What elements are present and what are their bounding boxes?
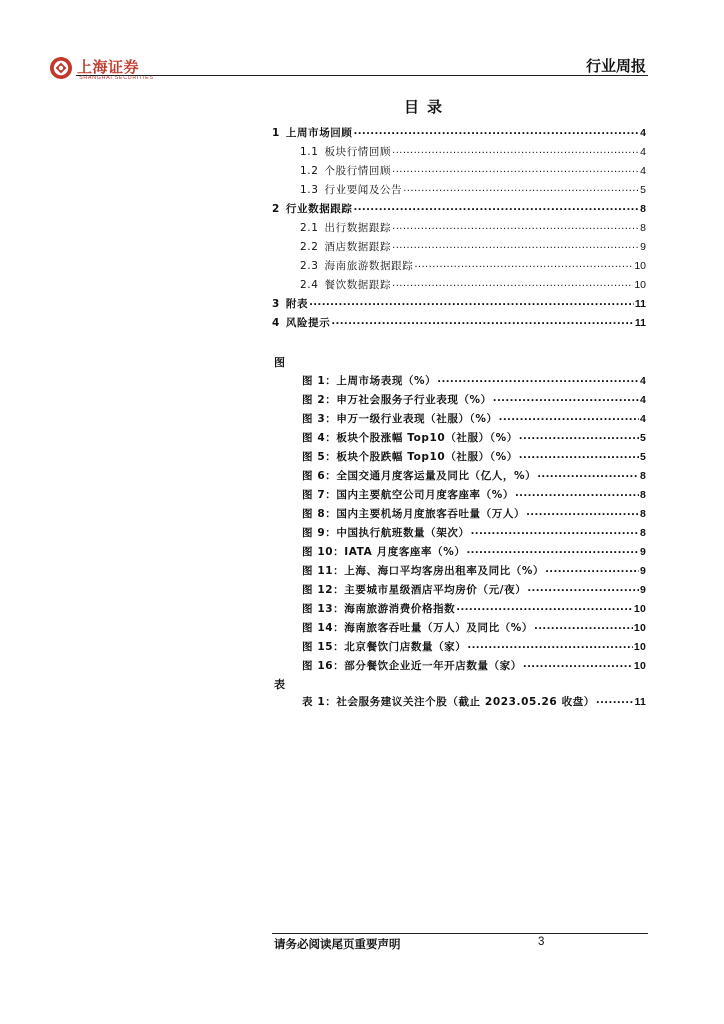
toc-entry-number: 2.1 xyxy=(300,222,319,234)
toc-entry-text: 风险提示 xyxy=(285,317,331,329)
toc-entry-text: 板块行情回顾 xyxy=(324,146,392,158)
dot-leader xyxy=(456,601,633,613)
dot-leader xyxy=(354,201,640,213)
toc-entry[interactable] xyxy=(272,658,646,677)
dot-leader xyxy=(537,468,639,480)
toc-entry-label: 图 6：全国交通月度客运量及同比（亿人，%） xyxy=(302,470,537,482)
dot-leader xyxy=(523,658,633,670)
toc-entry-number: 1 xyxy=(272,127,280,139)
toc-entry-text: 行业要闻及公告 xyxy=(324,184,403,196)
toc-entry[interactable] xyxy=(272,144,646,163)
dot-leader xyxy=(519,449,639,461)
toc-entry-label xyxy=(300,182,402,197)
dot-leader xyxy=(392,220,639,232)
tables-heading: 表 xyxy=(274,678,285,691)
toc-entry[interactable] xyxy=(272,182,646,201)
toc-entry-number: 2 xyxy=(272,203,280,215)
dot-leader xyxy=(526,506,639,518)
toc-entry-page: 5 xyxy=(640,184,646,196)
toc-entry-number: 1.2 xyxy=(300,165,319,177)
toc-entry-text: 餐饮数据跟踪 xyxy=(324,279,392,291)
toc-entry-label: 图 9：中国执行航班数量（架次） xyxy=(302,527,470,539)
toc-entry-page: 10 xyxy=(634,279,646,291)
toc-entry-page: 5 xyxy=(639,451,646,463)
toc-entry-page: 10 xyxy=(633,603,646,615)
toc-entry[interactable] xyxy=(272,506,646,525)
toc-entry-text: 附表 xyxy=(285,298,309,310)
dot-leader xyxy=(354,125,640,137)
toc-entry-page: 4 xyxy=(640,165,646,177)
table-of-contents xyxy=(272,125,646,334)
toc-entry[interactable] xyxy=(272,392,646,411)
toc-entry-text: 行业数据跟踪 xyxy=(285,203,353,215)
toc-entry-label: 图 14：海南旅客吞吐量（万人）及同比（%） xyxy=(302,622,533,634)
toc-entry-page: 4 xyxy=(640,127,646,139)
toc-entry-label xyxy=(272,125,353,140)
toc-entry[interactable] xyxy=(272,620,646,639)
toc-entry[interactable] xyxy=(272,525,646,544)
logo-name-cn: 上海证券 xyxy=(77,58,140,76)
toc-entry-page: 9 xyxy=(639,565,646,577)
toc-entry-label: 图 13：海南旅游消费价格指数 xyxy=(302,603,456,615)
toc-entry-page: 10 xyxy=(634,260,646,272)
dot-leader xyxy=(467,639,633,651)
figures-heading: 图 xyxy=(274,356,285,369)
toc-entry[interactable] xyxy=(272,373,646,392)
toc-title: 目录 xyxy=(403,98,450,116)
toc-entry-number: 1.1 xyxy=(300,146,319,158)
toc-entry[interactable] xyxy=(272,163,646,182)
toc-entry-number: 2.3 xyxy=(300,260,319,272)
toc-entry-label: 图 1：上周市场表现（%） xyxy=(302,375,437,387)
dot-leader xyxy=(493,392,639,404)
toc-entry[interactable] xyxy=(272,258,646,277)
toc-entry-page: 9 xyxy=(639,584,646,596)
toc-entry-number: 3 xyxy=(272,298,280,310)
dot-leader xyxy=(392,239,639,251)
report-type-title: 行业周报 xyxy=(585,57,646,75)
logo-name-en: SHANGHAI SECURITIES xyxy=(79,75,154,81)
toc-entry-number: 4 xyxy=(272,317,280,329)
toc-entry-text: 海南旅游数据跟踪 xyxy=(324,260,414,272)
toc-entry-page: 4 xyxy=(639,375,646,387)
toc-entry-page: 8 xyxy=(639,470,646,482)
toc-entry[interactable] xyxy=(272,125,646,144)
page-number: 3 xyxy=(538,936,545,948)
toc-entry-page: 10 xyxy=(633,641,646,653)
toc-entry-number: 2.2 xyxy=(300,241,319,253)
toc-entry-label xyxy=(300,163,391,178)
toc-entry-text: 酒店数据跟踪 xyxy=(324,241,392,253)
toc-entry[interactable] xyxy=(272,601,646,620)
toc-entry-number: 1.3 xyxy=(300,184,319,196)
toc-entry-label xyxy=(272,201,353,216)
dot-leader xyxy=(331,315,634,327)
toc-entry-label xyxy=(300,258,413,273)
toc-entry-label: 图 3：申万一级行业表现（社服）（%） xyxy=(302,413,498,425)
toc-entry-page: 4 xyxy=(639,394,646,406)
toc-entry[interactable] xyxy=(272,468,646,487)
toc-entry-page: 8 xyxy=(639,527,646,539)
footer-divider xyxy=(272,933,648,934)
toc-entry-page: 10 xyxy=(633,622,646,634)
header-divider xyxy=(76,75,648,76)
toc-entry[interactable] xyxy=(272,239,646,258)
toc-entry-number: 2.4 xyxy=(300,279,319,291)
dot-leader xyxy=(527,582,639,594)
toc-entry[interactable] xyxy=(272,563,646,582)
dot-leader xyxy=(471,525,639,537)
dot-leader xyxy=(403,182,639,194)
toc-entry-text: 个股行情回顾 xyxy=(324,165,392,177)
toc-entry-label: 图 5：板块个股跌幅 Top10（社服）（%） xyxy=(302,451,518,463)
disclaimer-note: 请务必阅读尾页重要声明 xyxy=(274,937,401,951)
toc-entry-label: 图 8：国内主要机场月度旅客吞吐量（万人） xyxy=(302,508,526,520)
list-of-tables xyxy=(272,694,646,713)
toc-entry-label xyxy=(300,220,391,235)
dot-leader xyxy=(466,544,639,556)
toc-entry-label: 图 11：上海、海口平均客房出租率及同比（%） xyxy=(302,565,545,577)
toc-entry[interactable] xyxy=(272,277,646,296)
dot-leader xyxy=(309,296,634,308)
toc-entry-label: 图 7：国内主要航空公司月度客座率（%） xyxy=(302,489,514,501)
toc-entry-page: 5 xyxy=(639,432,646,444)
toc-entry[interactable] xyxy=(272,201,646,220)
toc-entry[interactable] xyxy=(272,315,646,334)
dot-leader xyxy=(534,620,633,632)
list-of-figures xyxy=(272,373,646,677)
toc-entry-label: 图 4：板块个股涨幅 Top10（社服）（%） xyxy=(302,432,518,444)
toc-entry[interactable] xyxy=(272,639,646,658)
toc-entry[interactable] xyxy=(272,544,646,563)
company-logo xyxy=(49,55,159,85)
toc-entry-label: 图 2：申万社会服务子行业表现（%） xyxy=(302,394,492,406)
toc-entry-page: 4 xyxy=(639,413,646,425)
toc-entry[interactable] xyxy=(272,487,646,506)
dot-leader xyxy=(414,258,633,270)
toc-entry-label xyxy=(272,315,330,330)
toc-entry[interactable] xyxy=(272,296,646,315)
toc-entry-page: 9 xyxy=(639,546,646,558)
toc-entry-text: 上周市场回顾 xyxy=(285,127,353,139)
toc-entry[interactable] xyxy=(272,449,646,468)
toc-entry[interactable] xyxy=(272,430,646,449)
dot-leader xyxy=(519,430,639,442)
dot-leader xyxy=(545,563,639,575)
dot-leader xyxy=(392,163,639,175)
dot-leader xyxy=(596,694,634,706)
toc-entry-label: 表 1：社会服务建议关注个股（截止 2023.05.26 收盘） xyxy=(302,696,595,708)
dot-leader xyxy=(392,144,639,156)
toc-entry-label: 图 15：北京餐饮门店数量（家） xyxy=(302,641,467,653)
toc-entry-label xyxy=(300,277,391,292)
toc-entry-page: 11 xyxy=(634,317,646,329)
toc-entry-label xyxy=(300,144,391,159)
toc-entry-text: 出行数据跟踪 xyxy=(324,222,392,234)
toc-entry-page: 10 xyxy=(633,660,646,672)
toc-entry-page: 8 xyxy=(640,222,646,234)
toc-entry-label: 图 16：部分餐饮企业近一年开店数量（家） xyxy=(302,660,522,672)
toc-entry-page: 9 xyxy=(640,241,646,253)
toc-entry-page: 4 xyxy=(640,146,646,158)
toc-entry[interactable] xyxy=(272,220,646,239)
toc-entry[interactable] xyxy=(272,694,646,713)
toc-entry-page: 8 xyxy=(639,508,646,520)
toc-entry-page: 11 xyxy=(634,696,646,708)
dot-leader xyxy=(437,373,639,385)
toc-entry-label xyxy=(272,296,308,311)
toc-entry-label: 图 10：IATA 月度客座率（%） xyxy=(302,546,466,558)
toc-entry[interactable] xyxy=(272,411,646,430)
toc-entry-label: 图 12：主要城市星级酒店平均房价（元/夜） xyxy=(302,584,527,596)
dot-leader xyxy=(392,277,633,289)
toc-entry-page: 8 xyxy=(639,489,646,501)
dot-leader xyxy=(515,487,639,499)
dot-leader xyxy=(499,411,639,423)
toc-entry[interactable] xyxy=(272,582,646,601)
toc-entry-label xyxy=(300,239,391,254)
toc-entry-page: 8 xyxy=(640,203,646,215)
logo-emblem-icon xyxy=(49,56,73,80)
toc-entry-page: 11 xyxy=(634,298,646,310)
